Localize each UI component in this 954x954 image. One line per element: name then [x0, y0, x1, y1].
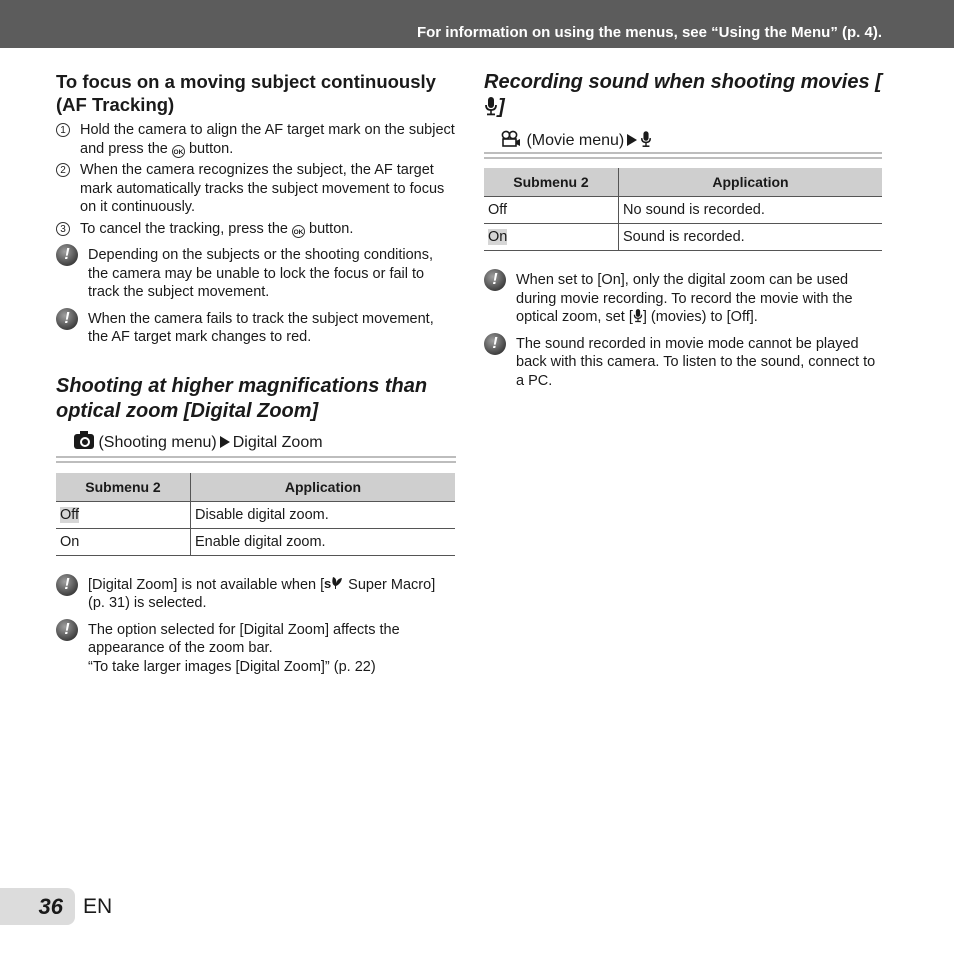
table-cell-submenu: Off — [484, 197, 619, 224]
movie-camera-icon — [500, 130, 522, 148]
microphone-icon — [633, 308, 643, 323]
page-number-tab — [0, 888, 75, 925]
submenu-off: Off — [60, 506, 80, 523]
movie-menu-label: (Movie menu) — [526, 132, 625, 149]
recording-sound-table — [484, 168, 882, 251]
table-header-row — [56, 473, 455, 502]
table-header-application: Application — [619, 168, 883, 197]
arrow-right-icon — [627, 134, 637, 146]
warning-icon: ! — [56, 244, 78, 266]
af-note-1 — [56, 246, 456, 302]
af-step-3 — [56, 220, 456, 239]
step-number-3: 3 — [56, 222, 70, 236]
ok-button-icon: OK — [172, 145, 185, 158]
digital-zoom-note-1 — [56, 576, 456, 613]
table-row — [56, 528, 455, 555]
table-cell-application: Disable digital zoom. — [191, 501, 456, 528]
table-cell-submenu: On — [56, 528, 191, 555]
af-step-2 — [56, 161, 456, 217]
step-number-2: 2 — [56, 163, 70, 177]
af-step-3-text-end: button. — [309, 220, 354, 237]
table-cell-submenu — [56, 501, 191, 528]
af-note-2-text: When the camera fails to track the subject movement, the AF target mark changes to red. — [88, 310, 434, 345]
recording-sound-note-2 — [484, 335, 882, 391]
af-step-1-text: Hold the camera to align the AF target mark on the subject and press the — [80, 122, 455, 157]
movie-menu-path — [484, 130, 882, 154]
table-row — [56, 501, 455, 528]
ok-button-icon: OK — [292, 225, 305, 238]
af-tracking-title: To focus on a moving subject continuously (AF Tracking) — [56, 71, 436, 115]
af-step-3-text: To cancel the tracking, press the — [80, 220, 288, 237]
table-row — [484, 224, 882, 251]
warning-icon: ! — [56, 619, 78, 641]
digital-zoom-menu-path — [56, 434, 456, 458]
digital-zoom-note-2 — [56, 621, 456, 677]
table-header-row — [484, 168, 882, 197]
table-header-application: Application — [191, 473, 456, 502]
menu-path-rule — [56, 461, 456, 463]
menu-path-rule — [56, 456, 456, 458]
af-step-1 — [56, 121, 456, 158]
table-cell-application: Enable digital zoom. — [191, 528, 456, 555]
af-tracking-steps — [56, 121, 456, 238]
table-header-submenu: Submenu 2 — [56, 473, 191, 502]
warning-icon: ! — [484, 269, 506, 291]
recording-sound-note-1 — [484, 271, 882, 327]
menu-path-rule — [484, 152, 882, 154]
warning-icon: ! — [56, 574, 78, 596]
recording-sound-title — [484, 70, 882, 120]
table-header-submenu: Submenu 2 — [484, 168, 619, 197]
shooting-menu-label: (Shooting menu) — [98, 433, 217, 451]
digital-zoom-menu-item: Digital Zoom — [232, 433, 323, 451]
page-number: 36 — [38, 894, 63, 919]
dz-note-2-reference: “To take larger images [Digital Zoom]” (p. 22) — [88, 658, 376, 675]
header-text: For information on using the menus, see “Using the Menu” (p. 4). — [416, 24, 882, 41]
dz-note-1-text-end: Super Macro] (p. 31) is selected. — [88, 576, 436, 611]
language-label: EN — [83, 895, 113, 918]
menu-path-rule — [484, 157, 882, 159]
recording-sound-title-end: ] — [498, 96, 505, 118]
submenu-on: On — [488, 229, 508, 245]
warning-icon: ! — [484, 333, 506, 355]
right-column — [484, 70, 882, 390]
svg-text:s: s — [324, 575, 332, 590]
microphone-icon — [484, 96, 498, 116]
af-step-2-text: When the camera recognizes the subject, the AF target mark automatically tracks the subject movement to focus on it continuously. — [80, 162, 445, 215]
af-step-1-text-end: button. — [188, 140, 234, 157]
rs-note-1-text: When set to [On], only the digital zoom can be used during movie recording. To record the movie with the optical zoom, set [ — [516, 272, 853, 325]
table-row — [484, 197, 882, 224]
table-cell-application: No sound is recorded. — [619, 197, 883, 224]
step-number-1: 1 — [56, 123, 70, 137]
af-note-1-text: Depending on the subjects or the shooting conditions, the camera may be unable to lock the focus or fail to track the subject movement. — [88, 247, 434, 300]
camera-icon — [74, 434, 94, 449]
rs-note-1-text-end: ] (movies) to [Off]. — [642, 309, 758, 325]
digital-zoom-table — [56, 473, 455, 556]
header-bar — [0, 0, 954, 48]
table-cell-application: Sound is recorded. — [619, 224, 883, 251]
digital-zoom-title: Shooting at higher magnifications than optical zoom [Digital Zoom] — [56, 374, 428, 422]
af-note-2 — [56, 310, 456, 347]
recording-sound-title-text: Recording sound when shooting movies [ — [484, 71, 882, 93]
microphone-icon — [640, 130, 652, 148]
arrow-right-icon — [220, 436, 230, 448]
menu-path-content — [484, 132, 652, 149]
rs-note-2-text: The sound recorded in movie mode cannot be played back with this camera. To listen to the sound, connect to a PC. — [516, 335, 876, 389]
table-cell-submenu — [484, 224, 619, 251]
left-column — [56, 70, 456, 676]
menu-path-content — [56, 434, 323, 451]
super-macro-icon — [324, 576, 344, 590]
dz-note-1-text: [Digital Zoom] is not available when [ — [88, 576, 325, 593]
warning-icon: ! — [56, 308, 78, 330]
dz-note-2-text: The option selected for [Digital Zoom] affects the appearance of the zoom bar. — [88, 621, 400, 656]
